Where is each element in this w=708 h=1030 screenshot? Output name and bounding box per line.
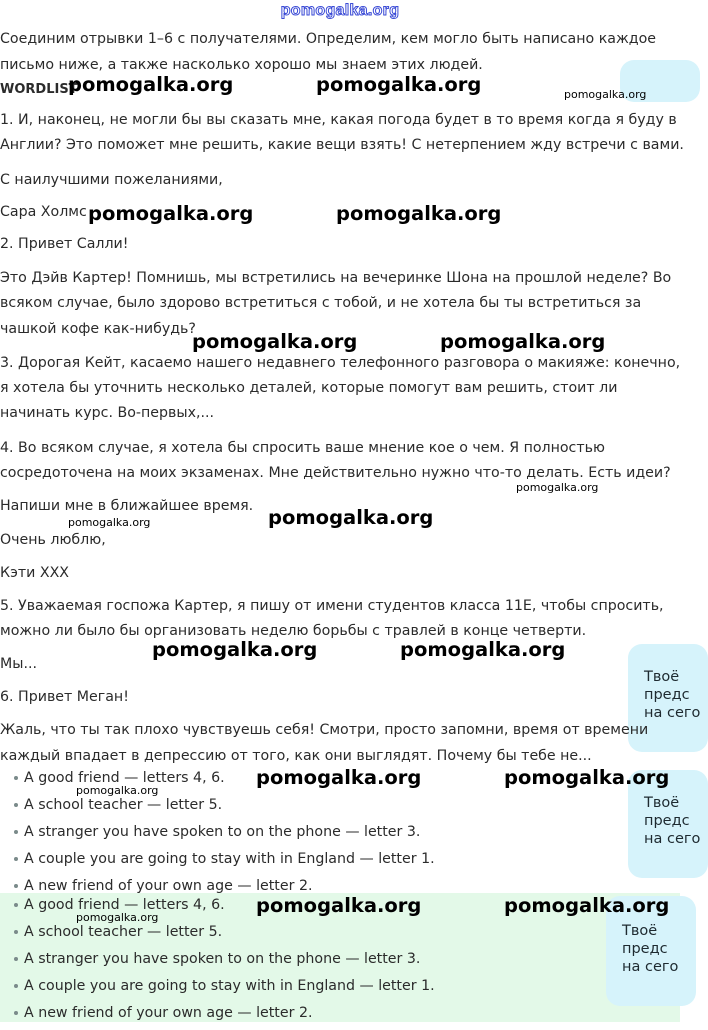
watermark: pomogalka.org bbox=[564, 88, 647, 101]
letter-3-line-2: я хотела бы уточнить несколько деталей, которые помогут вам решить, стоит ли bbox=[0, 380, 618, 396]
letter-2-line-3: чашкой кофе как-нибудь? bbox=[0, 321, 196, 337]
letter-5-line-2: можно ли было бы организовать неделю борьбы с травлей в конце четверти. bbox=[0, 623, 587, 639]
watermark: pomogalka.org bbox=[268, 506, 434, 529]
intro-line-1: Соединим отрывки 1–6 с получателями. Определим, кем могло быть написано каждое bbox=[0, 31, 656, 47]
answer-item-1: A good friend — letters 4, 6. bbox=[14, 895, 435, 922]
chat-bubble-3-line-2: предс bbox=[622, 941, 668, 957]
answer-item-3: A stranger you have spoken to on the phone — letter 3. bbox=[14, 822, 435, 849]
chat-bubble-1-line-3: на сего bbox=[644, 705, 701, 721]
letter-1-line-1: 1. И, наконец, не могли бы вы сказать мне, какая погода будет в то время когда я буду в bbox=[0, 112, 677, 128]
letter-4-line-3: Напиши мне в ближайшее время. bbox=[0, 498, 254, 514]
answer-item-1: A good friend — letters 4, 6. bbox=[14, 768, 435, 795]
watermark: pomogalka.org bbox=[504, 894, 670, 917]
chat-bubble-2-line-2: предс bbox=[644, 813, 690, 829]
answer-item-3: A stranger you have spoken to on the phone — letter 3. bbox=[14, 949, 435, 976]
letter-1-signature: Сара Холмс bbox=[0, 204, 87, 220]
chat-bubble-2-line-1: Твоё bbox=[644, 795, 680, 811]
chat-bubble-3-line-1: Твоё bbox=[622, 923, 658, 939]
letter-2-greeting: 2. Привет Салли! bbox=[0, 236, 129, 252]
letter-3-line-1: 3. Дорогая Кейт, касаемо нашего недавнего телефонного разговора о макияже: конечно, bbox=[0, 355, 681, 371]
answer-item-2: A school teacher — letter 5. bbox=[14, 795, 435, 822]
answer-item-5: A new friend of your own age — letter 2. bbox=[14, 1003, 435, 1030]
watermark: pomogalka.org bbox=[152, 638, 318, 661]
site-logo[interactable]: pomogalka.org bbox=[280, 2, 400, 19]
letter-4-signature: Кэти XXX bbox=[0, 565, 70, 581]
watermark: pomogalka.org bbox=[256, 766, 422, 789]
letter-1-closing: С наилучшими пожеланиями, bbox=[0, 172, 223, 188]
letter-3-line-3: начинать курс. Во-первых,... bbox=[0, 405, 215, 421]
watermark: pomogalka.org bbox=[504, 766, 670, 789]
letter-6-line-1: Жаль, что ты так плохо чувствуешь себя! Смотри, просто запомни, время от времени bbox=[0, 722, 649, 738]
watermark: pomogalka.org bbox=[400, 638, 566, 661]
chat-bubble-2-line-3: на сего bbox=[644, 831, 701, 847]
letter-2-line-1: Это Дэйв Картер! Помнишь, мы встретились на вечеринке Шона на прошлой неделе? Во bbox=[0, 270, 672, 286]
intro-line-2: письмо ниже, а также насколько хорошо мы знаем этих людей. bbox=[0, 57, 483, 73]
chat-bubble-3-line-3: на сего bbox=[622, 959, 679, 975]
watermark: pomogalka.org bbox=[316, 73, 482, 96]
letter-4-line-1: 4. Во всяком случае, я хотела бы спросить ваше мнение кое о чем. Я полностью bbox=[0, 440, 605, 456]
watermark: pomogalka.org bbox=[68, 516, 151, 529]
letter-6-greeting: 6. Привет Меган! bbox=[0, 689, 129, 705]
watermark: pomogalka.org bbox=[440, 330, 606, 353]
watermark: pomogalka.org bbox=[76, 784, 159, 797]
wordlist-label[interactable]: WORDLIST bbox=[0, 82, 78, 97]
answer-item-4: A couple you are going to stay with in England — letter 1. bbox=[14, 976, 435, 1003]
watermark: pomogalka.org bbox=[76, 911, 159, 924]
letter-5-line-1: 5. Уважаемая госпожа Картер, я пишу от имени студентов класса 11E, чтобы спросить, bbox=[0, 598, 664, 614]
chat-bubble-1-line-1: Твоё bbox=[644, 669, 680, 685]
letter-2-line-2: всяком случае, было здорово встретиться с тобой, и не хотела бы ты встретиться за bbox=[0, 295, 642, 311]
letter-1-line-2: Англии? Это поможет мне решить, какие вещи взять! С нетерпением жду встречи с вами. bbox=[0, 137, 684, 153]
watermark: pomogalka.org bbox=[68, 73, 234, 96]
watermark: pomogalka.org bbox=[516, 481, 599, 494]
watermark: pomogalka.org bbox=[192, 330, 358, 353]
answer-item-5: A new friend of your own age — letter 2. bbox=[14, 876, 435, 903]
watermark: pomogalka.org bbox=[88, 202, 254, 225]
chat-bubble-1-line-2: предс bbox=[644, 687, 690, 703]
letter-4-closing: Очень люблю, bbox=[0, 532, 106, 548]
letter-4-line-2: сосредоточена на моих экзаменах. Мне действительно нужно что-то делать. Есть идеи? bbox=[0, 465, 671, 481]
watermark: pomogalka.org bbox=[336, 202, 502, 225]
watermark: pomogalka.org bbox=[256, 894, 422, 917]
letter-5-end: Мы... bbox=[0, 656, 37, 672]
answer-item-4: A couple you are going to stay with in England — letter 1. bbox=[14, 849, 435, 876]
answer-item-2: A school teacher — letter 5. bbox=[14, 922, 435, 949]
letter-6-line-2: каждый впадает в депрессию от того, как они выглядят. Почему бы тебе не... bbox=[0, 748, 592, 764]
